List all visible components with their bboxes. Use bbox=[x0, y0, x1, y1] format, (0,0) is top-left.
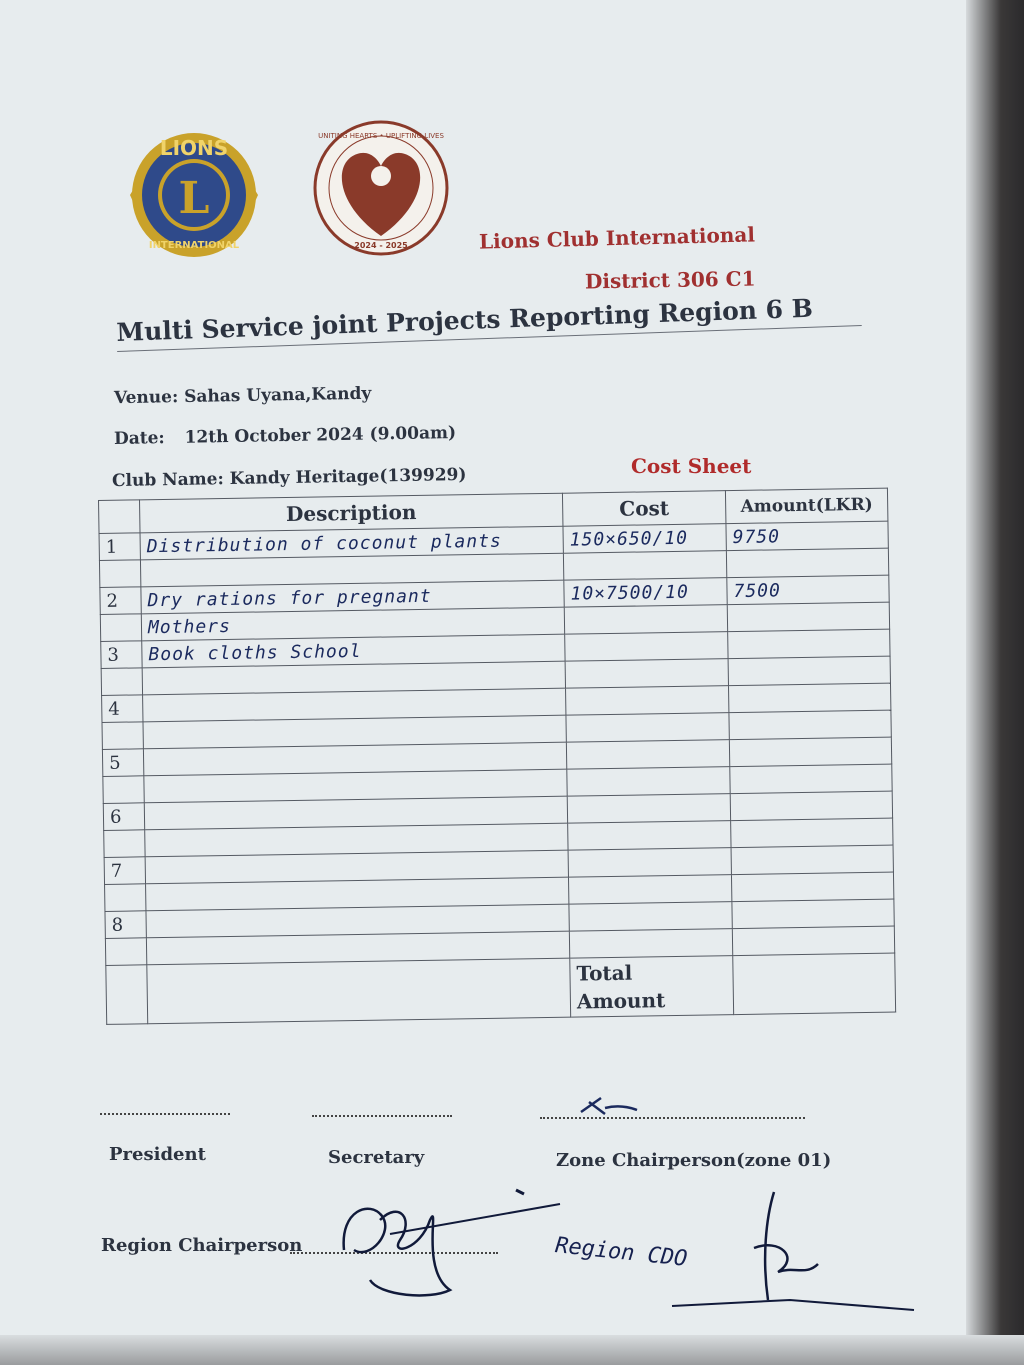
row-amount bbox=[730, 791, 892, 821]
date-row bbox=[114, 423, 456, 449]
page-edge-shadow bbox=[966, 0, 1024, 1365]
row-cost bbox=[568, 848, 731, 878]
row-spacer-cell bbox=[730, 764, 892, 794]
row-spacer-cell bbox=[101, 668, 142, 696]
row-number: 8 bbox=[105, 911, 146, 939]
row-amount: 9750 bbox=[726, 521, 888, 551]
row-spacer-cell bbox=[729, 710, 891, 740]
row-number: 6 bbox=[103, 803, 144, 831]
row-spacer-cell bbox=[728, 656, 890, 686]
header-description: Description bbox=[140, 493, 563, 533]
row-cost bbox=[565, 632, 728, 662]
row-spacer-cell bbox=[568, 821, 731, 851]
row-spacer-cell bbox=[731, 818, 893, 848]
total-spacer-num bbox=[106, 965, 148, 1025]
club-name: Club Name: Kandy Heritage(139929) bbox=[111, 464, 467, 492]
secretary-label: Secretary bbox=[328, 1147, 425, 1168]
zone-chair-signature bbox=[575, 1092, 645, 1122]
row-cost: 150×650/10 bbox=[563, 524, 726, 554]
region-chair-signature bbox=[330, 1180, 570, 1300]
total-spacer-desc bbox=[147, 958, 571, 1024]
row-spacer-cell bbox=[731, 872, 893, 902]
region-cdo-note: Region CDO bbox=[554, 1233, 689, 1272]
date-value: 12th October 2024 (9.00am) bbox=[184, 423, 457, 448]
row-amount bbox=[731, 845, 893, 875]
row-amount bbox=[732, 899, 894, 929]
district: District 306 C1 bbox=[584, 266, 756, 294]
row-spacer-cell bbox=[100, 614, 141, 642]
row-spacer-cell bbox=[569, 929, 732, 959]
row-description: Distribution of coconut plants bbox=[140, 526, 563, 560]
table-body bbox=[99, 521, 895, 965]
theme-logo bbox=[305, 118, 457, 258]
row-amount bbox=[728, 683, 890, 713]
row-spacer-cell bbox=[566, 713, 729, 743]
row-number: 2 bbox=[100, 587, 141, 615]
row-spacer-cell bbox=[105, 938, 146, 966]
total-row bbox=[106, 953, 896, 1024]
cost-sheet-title: Cost Sheet bbox=[631, 454, 752, 478]
row-amount: 7500 bbox=[727, 575, 889, 605]
header-number bbox=[99, 500, 141, 534]
logo-letter: L bbox=[178, 173, 210, 224]
logo-text-bottom: INTERNATIONAL bbox=[148, 240, 240, 251]
header-amount: Amount(LKR) bbox=[725, 488, 887, 524]
total-label-1: Total bbox=[576, 960, 633, 986]
page-bottom-edge bbox=[0, 1335, 1024, 1365]
row-description: Dry rations for pregnant bbox=[141, 580, 564, 614]
lions-club-logo bbox=[120, 125, 268, 265]
row-spacer-cell bbox=[565, 659, 728, 689]
president-label: President bbox=[109, 1144, 206, 1165]
logo-text-top: LIONS bbox=[159, 136, 229, 160]
row-spacer-cell bbox=[732, 926, 894, 956]
page-title: Multi Service joint Projects Reporting Region 6 B bbox=[116, 292, 862, 352]
row-spacer-cell bbox=[104, 830, 145, 858]
row-spacer-cell bbox=[563, 551, 726, 581]
org-name: Lions Club International bbox=[478, 222, 756, 254]
row-cost: 10×7500/10 bbox=[564, 578, 727, 608]
row-cost bbox=[567, 794, 730, 824]
row-number: 1 bbox=[99, 533, 140, 561]
row-number: 7 bbox=[104, 857, 145, 885]
row-spacer-cell bbox=[99, 560, 140, 588]
row-spacer-cell bbox=[727, 602, 889, 632]
row-spacer-cell bbox=[567, 767, 730, 797]
total-label bbox=[570, 956, 734, 1018]
venue: Venue: Sahas Uyana,Kandy bbox=[113, 383, 372, 409]
president-signature-line bbox=[100, 1113, 230, 1115]
row-description-line2: Mothers bbox=[141, 607, 564, 641]
total-value bbox=[733, 953, 896, 1015]
row-number: 5 bbox=[102, 749, 143, 777]
row-number: 4 bbox=[102, 695, 143, 723]
total-label-2: Amount bbox=[576, 988, 666, 1014]
theme-logo-slogan: UNITING HEARTS • UPLIFTING LIVES bbox=[318, 132, 444, 140]
row-amount bbox=[729, 737, 891, 767]
row-description: Book cloths School bbox=[142, 634, 565, 668]
header-cost: Cost bbox=[562, 491, 725, 527]
row-number: 3 bbox=[101, 641, 142, 669]
row-cost bbox=[569, 902, 732, 932]
row-spacer-cell bbox=[105, 884, 146, 912]
cost-table bbox=[98, 488, 896, 1025]
zone-chair-label: Zone Chairperson(zone 01) bbox=[556, 1150, 832, 1171]
secretary-signature-line bbox=[312, 1115, 452, 1117]
row-cost bbox=[566, 740, 729, 770]
row-spacer-cell bbox=[564, 605, 727, 635]
row-spacer-cell bbox=[103, 776, 144, 804]
row-spacer-cell bbox=[102, 722, 143, 750]
region-cdo-signature bbox=[670, 1188, 920, 1318]
row-spacer-cell bbox=[726, 548, 888, 578]
row-spacer-cell bbox=[568, 875, 731, 905]
theme-logo-years: 2024 - 2025 bbox=[354, 241, 408, 250]
date-label: Date: bbox=[113, 428, 165, 449]
row-amount bbox=[728, 629, 890, 659]
row-cost bbox=[566, 686, 729, 716]
region-chair-label: Region Chairperson bbox=[101, 1235, 303, 1256]
